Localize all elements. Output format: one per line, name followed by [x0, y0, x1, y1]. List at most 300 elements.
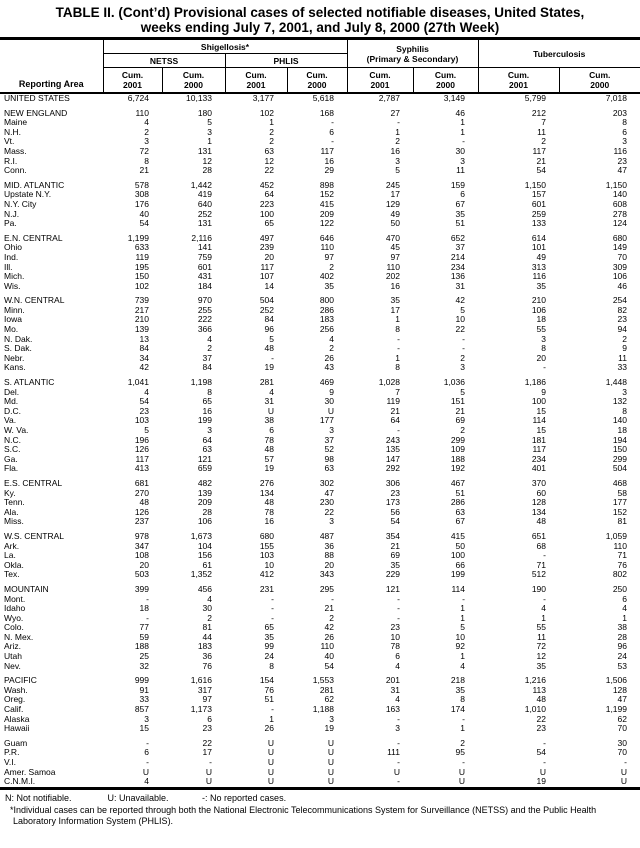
table-row	[0, 363, 640, 373]
value-cell: 11	[537, 632, 546, 642]
table-row	[0, 676, 640, 686]
reporting-area-cell: NEW ENGLAND	[4, 108, 68, 118]
value-cell: 119	[135, 252, 149, 262]
value-cell: 1,442	[190, 180, 212, 190]
value-cell: 14	[264, 281, 274, 291]
value-cell: 71	[536, 560, 546, 570]
table-row	[0, 662, 640, 672]
value-cell: -	[146, 758, 149, 767]
value-cell: 72	[536, 642, 546, 652]
value-cell: 181	[531, 435, 546, 445]
value-cell: 139	[134, 325, 149, 335]
value-cell: 76	[264, 685, 274, 695]
value-cell: 633	[134, 243, 149, 253]
table-row	[0, 137, 640, 147]
value-cell: 5	[460, 305, 465, 315]
col-header-tb-2001: Cum. 2001	[478, 68, 559, 94]
reporting-area-cell: P.R.	[4, 748, 20, 758]
value-cell: 354	[385, 531, 400, 541]
value-cell: 180	[197, 108, 212, 118]
value-cell: 163	[385, 705, 400, 715]
table-row	[0, 455, 640, 465]
value-cell: 3	[329, 714, 334, 724]
value-cell: 117	[135, 454, 149, 464]
value-cell: 30	[324, 397, 334, 407]
value-cell: 188	[450, 454, 465, 464]
value-cell: 37	[455, 243, 465, 253]
reporting-area-header: Reporting Area	[0, 39, 103, 94]
table-row	[0, 551, 640, 561]
value-cell: 150	[134, 272, 149, 282]
value-cell: -	[397, 594, 400, 604]
table-row	[0, 166, 640, 176]
table-row	[0, 315, 640, 325]
value-cell: 11	[618, 353, 627, 363]
value-cell: 7,018	[605, 93, 627, 103]
value-cell: 194	[612, 435, 627, 445]
value-cell: 150	[612, 445, 627, 455]
value-cell: U	[458, 767, 465, 777]
value-cell: 469	[319, 378, 334, 388]
table-row	[0, 614, 640, 624]
table-row	[0, 190, 640, 200]
value-cell: 149	[612, 243, 627, 253]
value-cell: 82	[617, 305, 627, 315]
value-cell: 107	[259, 272, 274, 282]
value-cell: 8	[395, 325, 400, 335]
value-cell: 8	[144, 156, 149, 166]
value-cell: 141	[197, 243, 212, 253]
value-cell: 1,186	[524, 378, 546, 388]
value-cell: 1,216	[524, 676, 546, 686]
table-row	[0, 282, 640, 292]
value-cell: U	[267, 767, 274, 777]
table-row	[0, 181, 640, 191]
table-row	[0, 489, 640, 499]
value-cell: 119	[386, 397, 400, 407]
value-cell: U	[267, 777, 274, 787]
value-cell: 54	[536, 748, 546, 758]
value-cell: 18	[536, 315, 546, 325]
value-cell: 103	[259, 551, 274, 561]
value-cell: 1	[460, 613, 465, 623]
value-cell: 70	[617, 252, 627, 262]
table-row	[0, 118, 640, 128]
value-cell: 174	[450, 705, 465, 715]
reporting-area-cell: Upstate N.Y.	[4, 190, 52, 200]
value-cell: 5,799	[524, 93, 546, 103]
table-row	[0, 479, 640, 489]
value-cell: 970	[197, 296, 212, 306]
value-cell: 54	[390, 517, 400, 527]
value-cell: 173	[385, 498, 400, 508]
reporting-area-cell: S.C.	[4, 445, 21, 455]
value-cell: 2	[329, 262, 334, 272]
value-cell: 97	[202, 695, 212, 705]
reporting-area-cell: Oreg.	[4, 695, 26, 705]
value-cell: 54	[324, 661, 334, 671]
value-cell: 399	[134, 584, 149, 594]
value-cell: 16	[390, 281, 400, 291]
value-cell: -	[543, 738, 546, 748]
value-cell: 608	[612, 199, 627, 209]
value-cell: 5	[269, 334, 274, 344]
value-cell: 81	[617, 517, 627, 527]
value-cell: 2	[207, 613, 212, 623]
value-cell: 2	[269, 137, 274, 147]
value-cell: 270	[134, 488, 149, 498]
value-cell: 306	[385, 478, 400, 488]
table-row	[0, 642, 640, 652]
value-cell: 276	[259, 478, 274, 488]
value-cell: 5	[395, 166, 400, 176]
value-cell: 5,618	[312, 93, 334, 103]
value-cell: 3	[460, 363, 465, 373]
table-row	[0, 748, 640, 758]
value-cell: 35	[536, 281, 546, 291]
value-cell: 3	[144, 137, 149, 147]
value-cell: 64	[202, 435, 212, 445]
value-cell: 452	[259, 180, 274, 190]
value-cell: 2	[622, 334, 627, 344]
reporting-area-cell: W.S. CENTRAL	[4, 531, 64, 541]
value-cell: 4	[207, 334, 212, 344]
col-header-phlis-2000: Cum. 2000	[287, 68, 347, 94]
table-row	[0, 498, 640, 508]
value-cell: 16	[202, 406, 212, 416]
value-cell: 3	[460, 156, 465, 166]
value-cell: 281	[319, 685, 334, 695]
value-cell: 16	[324, 156, 334, 166]
col-header-tb-2000: Cum. 2000	[559, 68, 640, 94]
value-cell: 168	[319, 108, 334, 118]
reporting-area-cell: Idaho	[4, 604, 26, 614]
value-cell: -	[209, 758, 212, 767]
value-cell: 3,149	[443, 93, 465, 103]
reporting-area-cell: Ohio	[4, 243, 22, 253]
table-title-line1: TABLE II. (Cont’d) Provisional cases of selected notifiable diseases, United States,	[55, 5, 585, 20]
value-cell: 47	[617, 166, 627, 176]
value-cell: 117	[532, 146, 546, 156]
reporting-area-cell: Mont.	[4, 594, 26, 604]
value-cell: 1	[395, 127, 400, 137]
value-cell: 1,199	[605, 705, 627, 715]
value-cell: 31	[264, 397, 274, 407]
value-cell: 76	[202, 661, 212, 671]
value-cell: 6	[329, 127, 334, 137]
value-cell: 154	[259, 676, 274, 686]
value-cell: 126	[134, 445, 149, 455]
value-cell: 116	[613, 146, 627, 156]
col-header-netss-2000: Cum. 2000	[162, 68, 225, 94]
value-cell: 106	[197, 517, 212, 527]
table-row	[0, 272, 640, 282]
value-cell: 54	[139, 397, 149, 407]
value-cell: 456	[197, 584, 212, 594]
reporting-area-cell: Ark.	[4, 541, 20, 551]
value-cell: 37	[324, 435, 334, 445]
value-cell: 5	[144, 426, 149, 435]
value-cell: 2	[269, 127, 274, 137]
value-cell: 201	[385, 676, 400, 686]
column-subgroup-phlis: PHLIS	[225, 54, 347, 68]
value-cell: 1,173	[190, 705, 212, 715]
table-row	[0, 426, 640, 436]
value-cell: 229	[385, 570, 400, 580]
value-cell: 10	[390, 632, 400, 642]
value-cell: 680	[259, 531, 274, 541]
value-cell: 243	[385, 435, 400, 445]
value-cell: 4	[144, 118, 149, 128]
value-cell: 48	[264, 498, 274, 508]
value-cell: 48	[264, 344, 274, 354]
value-cell: 1,188	[312, 705, 334, 715]
value-cell: 223	[259, 199, 274, 209]
value-cell: 48	[536, 517, 546, 527]
table-row	[0, 388, 640, 398]
value-cell: -	[397, 604, 400, 614]
value-cell: 100	[531, 397, 546, 407]
value-cell: 54	[536, 166, 546, 176]
value-cell: 1,150	[524, 180, 546, 190]
value-cell: 646	[319, 233, 334, 243]
value-cell: 6	[395, 652, 400, 662]
value-cell: 20	[139, 560, 149, 570]
value-cell: 35	[455, 685, 465, 695]
value-cell: 36	[202, 652, 212, 662]
value-cell: 95	[455, 748, 465, 758]
value-cell: -	[271, 613, 274, 623]
value-cell: 3,177	[252, 93, 274, 103]
reporting-area-cell: Va.	[4, 416, 17, 426]
value-cell: 431	[197, 272, 212, 282]
value-cell: U	[327, 777, 334, 787]
value-cell: 21	[536, 156, 546, 166]
value-cell: 1,673	[190, 531, 212, 541]
value-cell: 802	[612, 570, 627, 580]
value-cell: 317	[197, 685, 212, 695]
value-cell: 21	[139, 166, 149, 176]
value-cell: 64	[390, 416, 400, 426]
value-cell: 9	[329, 387, 334, 397]
value-cell: 133	[531, 219, 546, 229]
value-cell: 65	[264, 623, 274, 633]
value-cell: 17	[390, 305, 400, 315]
value-cell: 1,352	[190, 570, 212, 580]
value-cell: 183	[197, 642, 212, 652]
value-cell: U	[267, 738, 274, 748]
value-cell: 106	[612, 272, 627, 282]
value-cell: 100	[450, 551, 465, 561]
value-cell: -	[271, 705, 274, 715]
value-cell: 196	[134, 435, 149, 445]
value-cell: 468	[612, 478, 627, 488]
column-group-tuberculosis: Tuberculosis	[478, 39, 640, 68]
value-cell: 135	[385, 445, 400, 455]
value-cell: -	[543, 594, 546, 604]
value-cell: 140	[612, 190, 627, 200]
value-cell: 70	[617, 748, 627, 758]
table-row	[0, 109, 640, 119]
value-cell: 57	[264, 454, 274, 464]
value-cell: -	[146, 613, 149, 623]
reporting-area-cell: N. Mex.	[4, 632, 34, 642]
reporting-area-cell: D.C.	[4, 406, 21, 416]
value-cell: -	[397, 758, 400, 767]
table-row	[0, 686, 640, 696]
value-cell: 23	[390, 623, 400, 633]
reporting-area-cell: Vt.	[4, 137, 15, 147]
value-cell: 202	[385, 272, 400, 282]
value-cell: 286	[319, 305, 334, 315]
value-cell: 192	[450, 464, 465, 474]
table-title	[0, 0, 640, 35]
value-cell: 210	[531, 296, 546, 306]
reporting-area-cell: MID. ATLANTIC	[4, 180, 65, 190]
table-row	[0, 436, 640, 446]
value-cell: 48	[536, 695, 546, 705]
value-cell: 97	[324, 252, 334, 262]
value-cell: 47	[324, 488, 334, 498]
value-cell: 4	[541, 604, 546, 614]
reporting-area-cell: Miss.	[4, 517, 24, 527]
table-row	[0, 253, 640, 263]
value-cell: 102	[134, 281, 149, 291]
table-row	[0, 715, 640, 725]
value-cell: 139	[197, 488, 212, 498]
value-cell: 72	[139, 146, 149, 156]
value-cell: 134	[259, 488, 274, 498]
table-row	[0, 335, 640, 345]
reporting-area-cell: Ga.	[4, 454, 18, 464]
reporting-area-cell: Maine	[4, 118, 28, 128]
reporting-area-cell: Pa.	[4, 219, 17, 229]
value-cell: 69	[390, 551, 400, 561]
value-cell: 67	[455, 199, 465, 209]
value-cell: 124	[612, 219, 627, 229]
value-cell: -	[462, 714, 465, 724]
value-cell: 999	[134, 676, 149, 686]
value-cell: 255	[197, 305, 212, 315]
value-cell: 680	[612, 233, 627, 243]
value-cell: 2	[207, 344, 212, 354]
value-cell: 129	[385, 199, 400, 209]
footnote-legend	[5, 793, 634, 804]
value-cell: 1	[541, 613, 546, 623]
value-cell: 3	[329, 517, 334, 527]
table-row	[0, 200, 640, 210]
value-cell: 21	[324, 604, 334, 614]
value-cell: 1,036	[443, 378, 465, 388]
value-cell: 308	[134, 190, 149, 200]
footnotes	[0, 790, 640, 827]
value-cell: 67	[455, 517, 465, 527]
value-cell: 739	[134, 296, 149, 306]
value-cell: 22	[324, 507, 334, 517]
value-cell: -	[397, 738, 400, 748]
value-cell: 98	[324, 454, 334, 464]
value-cell: 9	[541, 387, 546, 397]
value-cell: -	[397, 334, 400, 344]
value-cell: 103	[134, 416, 149, 426]
value-cell: 42	[324, 623, 334, 633]
value-cell: 2	[541, 137, 546, 147]
value-cell: 96	[617, 642, 627, 652]
value-cell: 114	[451, 584, 465, 594]
value-cell: 22	[202, 738, 212, 748]
value-cell: 38	[264, 416, 274, 426]
value-cell: 62	[324, 695, 334, 705]
value-cell: 278	[612, 209, 627, 219]
column-group-shigellosis: Shigellosis*	[103, 39, 347, 54]
value-cell: 40	[324, 652, 334, 662]
value-cell: 128	[612, 685, 627, 695]
reporting-area-cell: E.S. CENTRAL	[4, 478, 63, 488]
table-row	[0, 623, 640, 633]
value-cell: 48	[139, 498, 149, 508]
table-row	[0, 633, 640, 643]
value-cell: -	[146, 594, 149, 604]
value-cell: -	[543, 758, 546, 767]
value-cell: -	[543, 363, 546, 373]
value-cell: 6	[460, 190, 465, 200]
value-cell: 347	[134, 541, 149, 551]
table-row	[0, 416, 640, 426]
footnote-not-notifiable: N: Not notifiable.	[5, 792, 72, 803]
value-cell: 299	[612, 454, 627, 464]
value-cell: 5	[460, 387, 465, 397]
value-cell: 24	[617, 652, 627, 662]
value-cell: 4	[622, 604, 627, 614]
value-cell: 110	[613, 541, 627, 551]
value-cell: 11	[456, 166, 465, 176]
value-cell: 9	[622, 344, 627, 354]
value-cell: 155	[259, 541, 274, 551]
value-cell: 3	[144, 714, 149, 724]
value-cell: U	[267, 748, 274, 758]
reporting-area-cell: UNITED STATES	[4, 93, 70, 103]
reporting-area-cell: S. Dak.	[4, 344, 32, 354]
value-cell: 188	[134, 642, 149, 652]
value-cell: 214	[450, 252, 465, 262]
value-cell: 1	[460, 604, 465, 614]
value-cell: 239	[259, 243, 274, 253]
value-cell: 800	[319, 296, 334, 306]
reporting-area-cell: Guam	[4, 738, 28, 748]
value-cell: 66	[455, 560, 465, 570]
value-cell: 152	[319, 190, 334, 200]
value-cell: 49	[536, 252, 546, 262]
value-cell: 53	[617, 661, 627, 671]
reporting-area-cell: Ill.	[4, 262, 13, 272]
value-cell: 121	[197, 454, 212, 464]
reporting-area-cell: Tex.	[4, 570, 20, 580]
value-cell: 231	[259, 584, 274, 594]
reporting-area-cell: C.N.M.I.	[4, 777, 36, 787]
reporting-area-cell: Md.	[4, 397, 19, 407]
value-cell: 3	[395, 724, 400, 734]
value-cell: -	[397, 714, 400, 724]
value-cell: 2,116	[191, 233, 212, 243]
value-cell: 302	[319, 478, 334, 488]
value-cell: 15	[536, 406, 546, 416]
table-row	[0, 570, 640, 580]
value-cell: -	[146, 738, 149, 748]
value-cell: 84	[264, 315, 274, 325]
value-cell: 4	[395, 661, 400, 671]
value-cell: 313	[531, 262, 546, 272]
reporting-area-cell: Ariz.	[4, 642, 21, 652]
